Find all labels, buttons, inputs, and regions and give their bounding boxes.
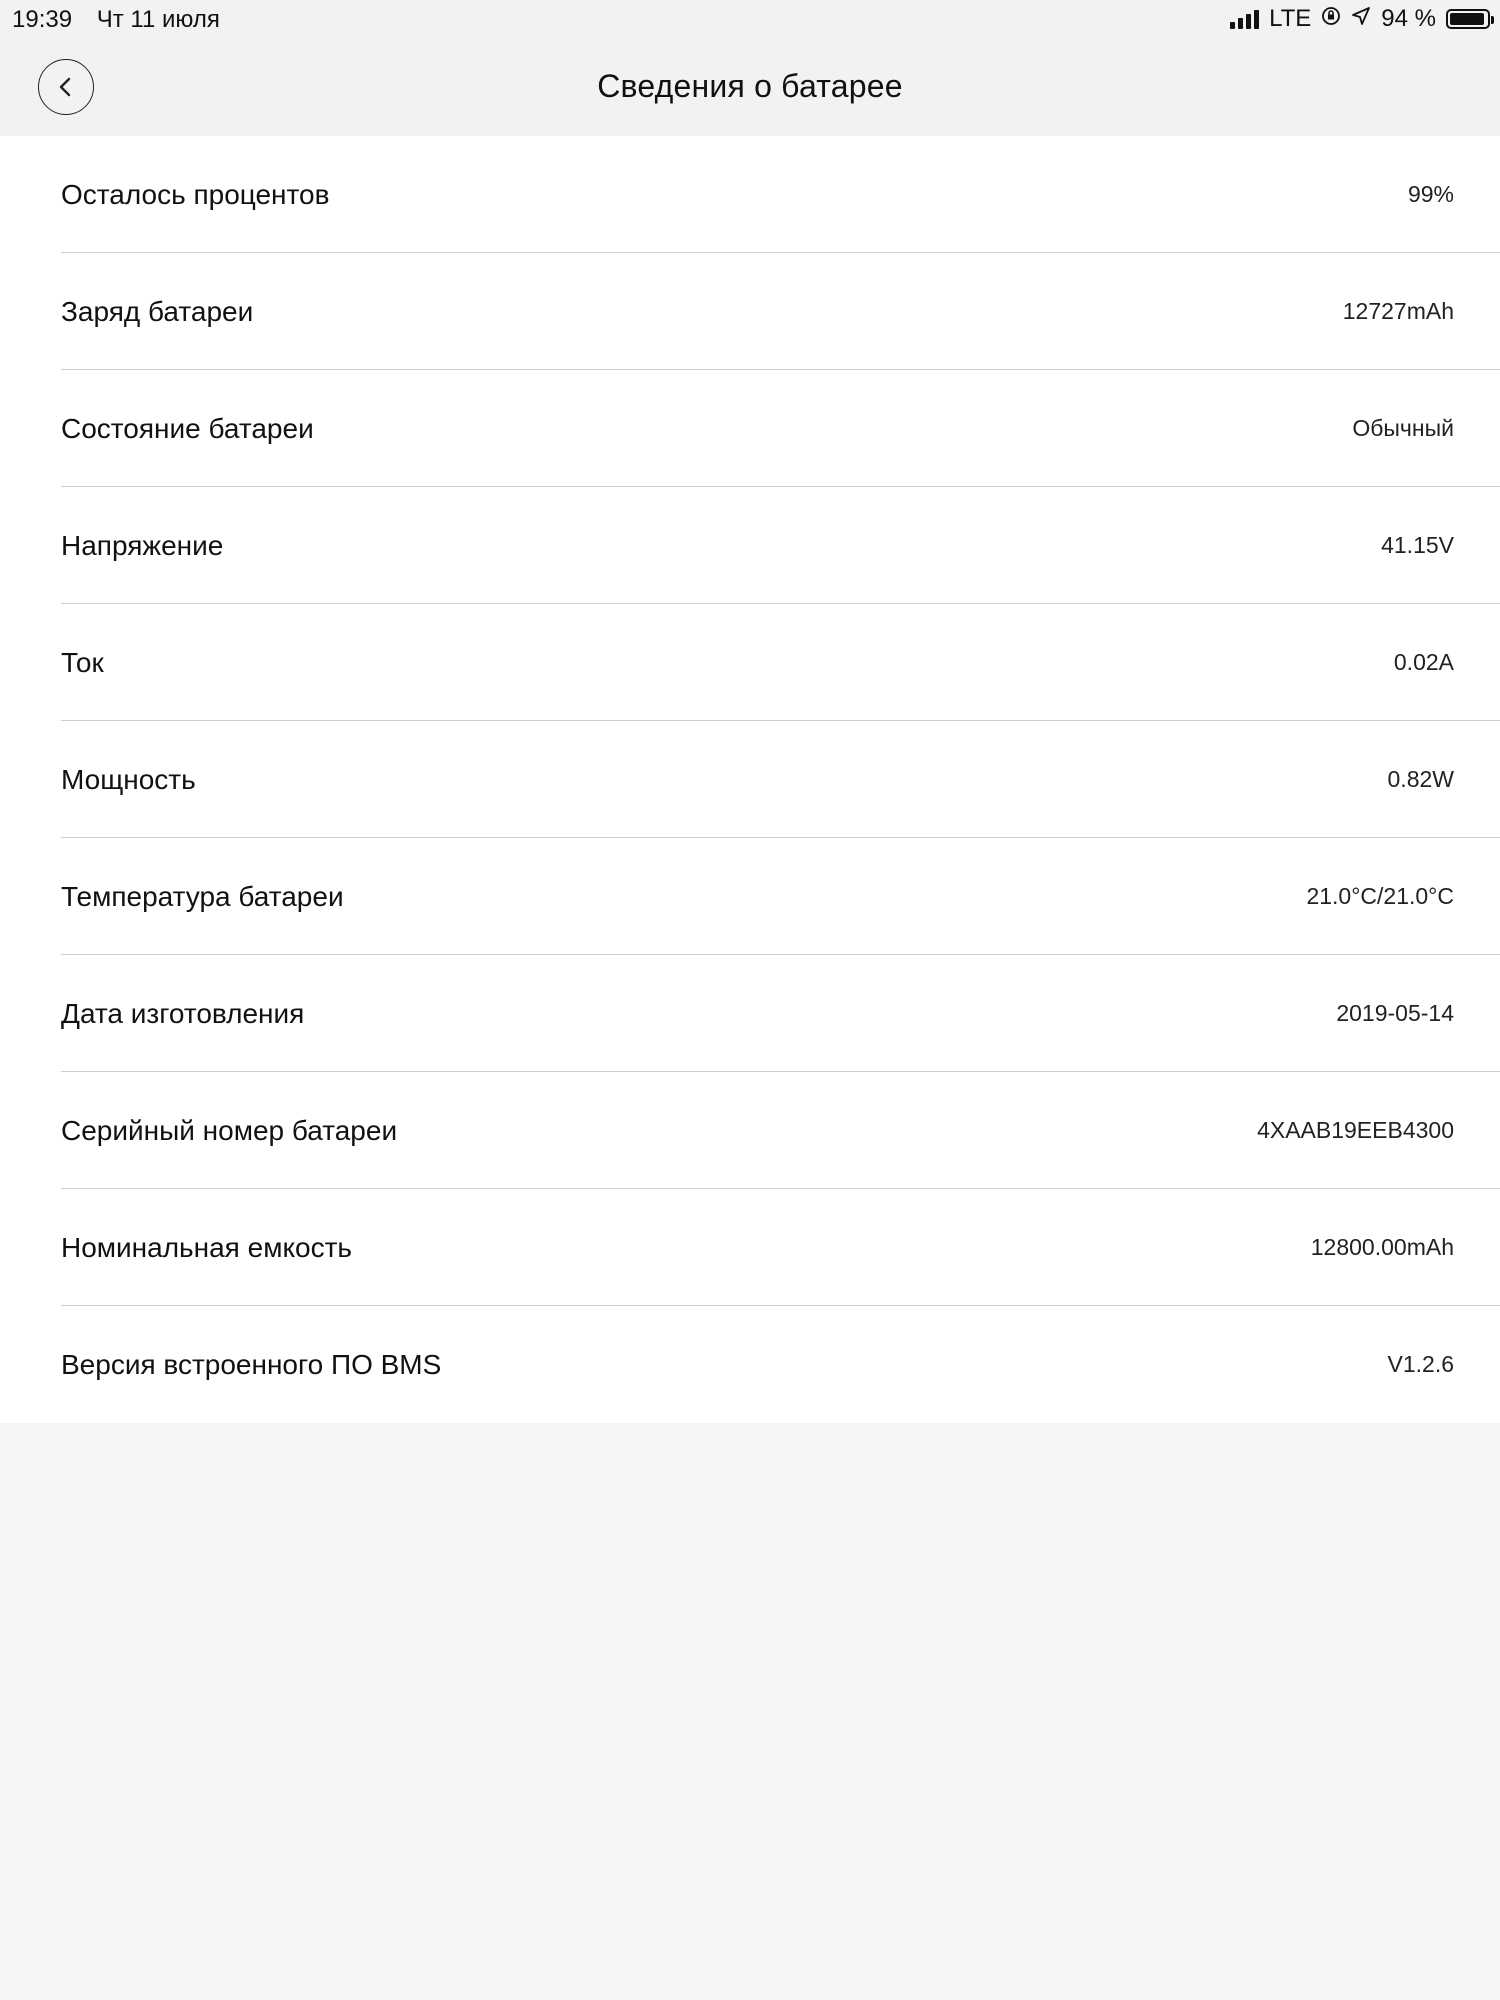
row-label: Напряжение <box>61 529 224 561</box>
list-item <box>0 955 1500 1072</box>
navigation-bar <box>0 38 1500 136</box>
list-item <box>0 838 1500 955</box>
row-value: 12800.00mAh <box>1310 1234 1454 1260</box>
list-item <box>0 487 1500 604</box>
row-value: 21.0°C/21.0°C <box>1306 883 1454 909</box>
row-value: 2019-05-14 <box>1336 1000 1454 1026</box>
status-time: 19:39 <box>12 6 73 33</box>
row-value: Обычный <box>1352 415 1454 441</box>
row-value: 99% <box>1407 181 1454 207</box>
status-bar <box>0 0 1500 38</box>
row-label: Версия встроенного ПО BMS <box>61 1348 442 1380</box>
row-value: V1.2.6 <box>1387 1351 1454 1377</box>
row-value: 12727mAh <box>1342 298 1454 324</box>
battery-info-list <box>0 136 1500 1423</box>
row-label: Номинальная емкость <box>61 1231 352 1263</box>
status-right <box>1230 5 1490 33</box>
list-item <box>0 370 1500 487</box>
list-item <box>0 1189 1500 1306</box>
row-label: Заряд батареи <box>61 295 254 327</box>
row-value: 41.15V <box>1381 532 1454 558</box>
list-item <box>0 721 1500 838</box>
page-title: Сведения о батарее <box>597 68 903 104</box>
list-item <box>0 253 1500 370</box>
status-left <box>12 6 220 34</box>
list-item <box>0 1306 1500 1423</box>
row-value: 0.02A <box>1393 649 1454 675</box>
list-item <box>0 604 1500 721</box>
location-arrow-icon <box>1351 5 1371 33</box>
row-value: 4XAAB19EEB4300 <box>1257 1117 1454 1143</box>
row-label: Серийный номер батареи <box>61 1114 398 1146</box>
status-date: Чт 11 июля <box>96 6 220 33</box>
row-value: 0.82W <box>1387 766 1454 792</box>
battery-percent: 94 % <box>1381 5 1436 32</box>
signal-strength-icon <box>1230 9 1259 29</box>
battery-icon <box>1446 9 1490 29</box>
row-label: Ток <box>61 646 104 678</box>
row-label: Состояние батареи <box>61 412 314 444</box>
network-type: LTE <box>1269 5 1312 32</box>
row-label: Дата изготовления <box>61 997 305 1029</box>
row-label: Мощность <box>61 763 196 795</box>
list-item <box>0 136 1500 253</box>
row-label: Осталось процентов <box>61 178 330 210</box>
orientation-lock-icon <box>1321 5 1341 33</box>
list-item <box>0 1072 1500 1189</box>
row-label: Температура батареи <box>61 880 344 912</box>
